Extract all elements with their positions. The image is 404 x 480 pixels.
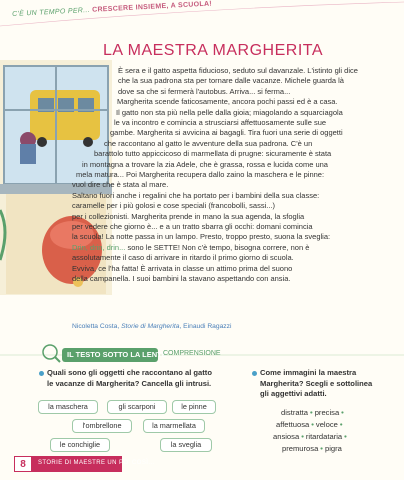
credit-book: Storie di Margherita xyxy=(121,323,180,330)
story-line: le va incontro e comincia a strusciarsi affettuosamente sulle sue xyxy=(114,118,327,127)
story-line: Evviva, ce l'ha fatta! È arrivata in classe un attimo prima del suono xyxy=(72,263,293,273)
adjective-row: affettuosa • veloce • xyxy=(276,420,343,429)
story-line: la scuola! La notte passa in un lampo. Presto, troppo presto, suona la sveglia: xyxy=(72,232,331,242)
story-line: barattolo tutto appiccicoso di marmellata di prugne: sicuramente è stata xyxy=(94,149,332,159)
story-line: dove sa che si fermerà l'autobus. Arriva... si ferma... xyxy=(118,86,291,96)
section-subtitle: COMPRENSIONE xyxy=(163,350,221,357)
exercise2-bullet xyxy=(252,371,257,376)
story-line: gambe. Margherita si avvicina ai bagagli. Tira fuori una serie di oggetti xyxy=(110,128,343,138)
adjective-option[interactable]: ansiosa xyxy=(273,432,300,441)
exercise1-bullet xyxy=(39,371,44,376)
story-line: per vedere che giorno è... e a un tratto sbarra gli occhi: domani comincia xyxy=(72,222,313,231)
adjective-option[interactable]: ritardataria xyxy=(305,432,343,441)
credit-publisher: , Einaudi Ragazzi xyxy=(179,323,232,330)
story-credit xyxy=(72,323,231,330)
story-line: per i collezionisti. Margherita prende in mano la sua agenda, la sfoglia xyxy=(72,211,305,221)
story-line xyxy=(72,243,309,253)
story-line: caramelle per i più golosi e cose speciali (francobolli, sassi...) xyxy=(72,201,276,211)
story-line: Il gatto non sta più nella pelle dalla gioia; miagolando a squarciagola xyxy=(116,107,343,117)
header-theme: CRESCERE INSIEME, A SCUOLA! xyxy=(91,0,213,14)
alarm-sound: Drin, drin, drin... xyxy=(72,242,126,252)
story-line: Margherita scende faticosamente, ancora pochi passi ed è a casa. xyxy=(117,97,338,107)
story-line: che la sua padrona sta per tornare dalle vacanze. Michele guarda là xyxy=(118,76,344,86)
header-series: C'È UN TEMPO PER... xyxy=(12,6,91,18)
adjective-option[interactable]: veloce xyxy=(315,420,338,429)
page-number: 8 xyxy=(14,456,32,472)
story-line: che raccontano al gatto le avventure della sua padrona. C'è un xyxy=(104,138,313,148)
exercise1-question-line: Quali sono gli oggetti che raccontano al gatto xyxy=(47,368,212,377)
adjective-option[interactable]: distratta xyxy=(281,408,309,417)
adjective-row: premurosa • pigra xyxy=(282,444,342,453)
story-line-text: sono le SETTE! Non c'è tempo, bisogna correre, non è xyxy=(127,242,310,252)
option-chip[interactable]: gli scarponi xyxy=(107,400,167,414)
story-line: mela matura... Poi Margherita recupera dallo zaino la maschera e le pinne: xyxy=(76,170,325,179)
exercise1-question xyxy=(47,368,212,389)
option-chip[interactable]: l'ombrellone xyxy=(72,419,132,433)
story-title: LA MAESTRA MARGHERITA xyxy=(103,42,324,59)
story-line: vuol dire che è stata al mare. xyxy=(72,180,169,190)
credit-author: Nicoletta Costa, xyxy=(72,323,120,330)
option-chip[interactable]: le pinne xyxy=(172,400,216,414)
exercise2-question-line: Come immagini la maestra xyxy=(260,368,357,377)
adjective-option[interactable]: pigra xyxy=(324,444,342,453)
section-title: IL TESTO SOTTO LA LENTE xyxy=(67,350,167,359)
adjective-option[interactable]: precisa xyxy=(314,408,340,417)
exercise2-question-line: Margherita? Scegli e sottolinea xyxy=(260,378,373,388)
exercise1-question-line: le vacanze di Margherita? Cancella gli intrusi. xyxy=(47,378,212,388)
story-line: assolutamente il caso di arrivare in ritardo il primo giorno di scuola. xyxy=(72,253,294,263)
adjective-row: distratta • precisa • xyxy=(281,408,344,417)
adjective-option[interactable]: premurosa xyxy=(282,444,319,453)
adjective-row: ansiosa • ritardataria • xyxy=(273,432,347,441)
story-line: in montagna a trovare la zia Adele, che è grassa, rossa e lucida come una xyxy=(82,159,328,169)
option-chip[interactable]: la sveglia xyxy=(160,438,212,452)
story-line: È sera e il gatto aspetta fiducioso, seduto sul davanzale. L'istinto gli dice xyxy=(118,66,358,75)
footer-series-title: STORIE DI MAESTRE UN PO' COSÌ... xyxy=(38,460,155,466)
story-line: della campanella. I suoi bambini la stavano aspettando con ansia. xyxy=(72,274,291,283)
option-chip[interactable]: la maschera xyxy=(38,400,98,414)
option-chip[interactable]: le conchiglie xyxy=(50,438,110,452)
option-chip[interactable]: la marmellata xyxy=(143,419,205,433)
adjective-option[interactable]: affettuosa xyxy=(276,420,310,429)
exercise2-question-line: gli aggettivi adatti. xyxy=(260,389,327,398)
story-line: Saltano fuori anche i regalini che ha portato per i bambini della sua classe: xyxy=(72,190,320,200)
exercise2-question xyxy=(260,368,372,400)
